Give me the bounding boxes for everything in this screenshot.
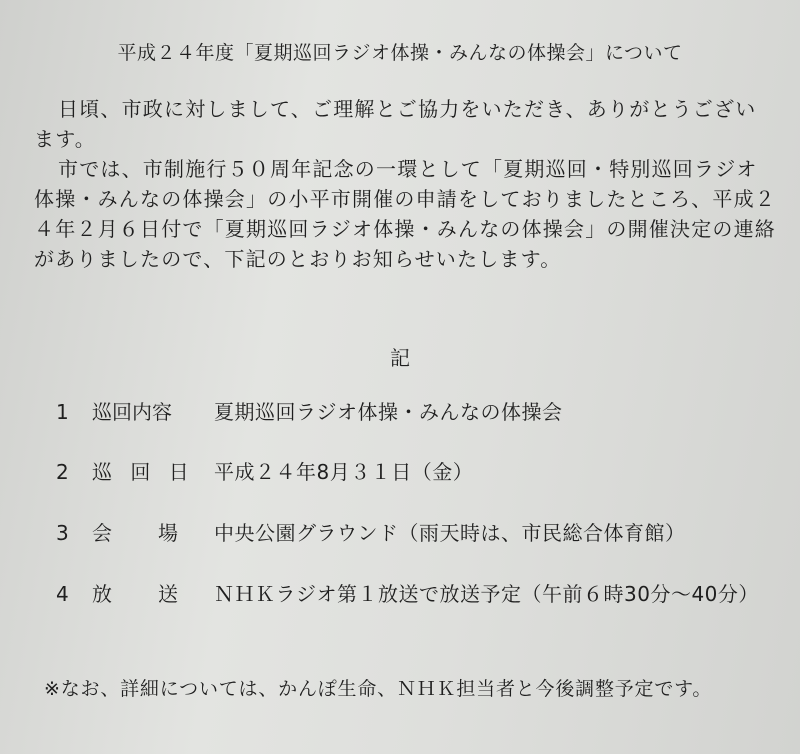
item-label: 放 送 xyxy=(92,582,180,606)
list-item xyxy=(56,518,776,548)
item-value: ＮＨＫラジオ第１放送で放送予定（午前６時30分～40分） xyxy=(214,582,759,606)
list-item xyxy=(56,457,776,487)
footnote: ※なお、詳細については、かんぽ生命、ＮＨＫ担当者と今後調整予定です。 xyxy=(44,678,713,700)
list-item xyxy=(56,397,776,427)
item-number: 3 xyxy=(56,521,69,545)
item-value: 中央公園グラウンド（雨天時は、市民総合体育館） xyxy=(214,521,686,545)
item-number: 2 xyxy=(56,460,69,484)
announcement-paragraph: 市では、市制施行５０周年記念の一環として「夏期巡回・特別巡回ラジオ体操・みんなの体操会」の小平市開催の申請をしておりましたところ、平成２４年２月６日付で「夏期巡回ラジオ体操・みんなの体操会」の開催決定の連絡がありましたので、下記のとおりお知らせいたします。 xyxy=(34,157,776,271)
item-label: 巡回内容 xyxy=(92,400,172,424)
document-title: 平成２４年度「夏期巡回ラジオ体操・みんなの体操会」について xyxy=(117,42,683,64)
item-value: 平成２４年8月３１日（金） xyxy=(214,460,474,484)
item-label: 巡 回 日 xyxy=(92,460,195,484)
item-value: 夏期巡回ラジオ体操・みんなの体操会 xyxy=(214,400,563,424)
item-number: 4 xyxy=(56,582,69,606)
item-label: 会 場 xyxy=(92,521,180,545)
ki-heading: 記 xyxy=(390,346,410,370)
item-number: 1 xyxy=(56,400,69,424)
greeting-paragraph: 日頃、市政に対しまして、ご理解とご協力をいただき、ありがとうございます。 xyxy=(34,97,757,151)
list-item xyxy=(56,579,776,609)
